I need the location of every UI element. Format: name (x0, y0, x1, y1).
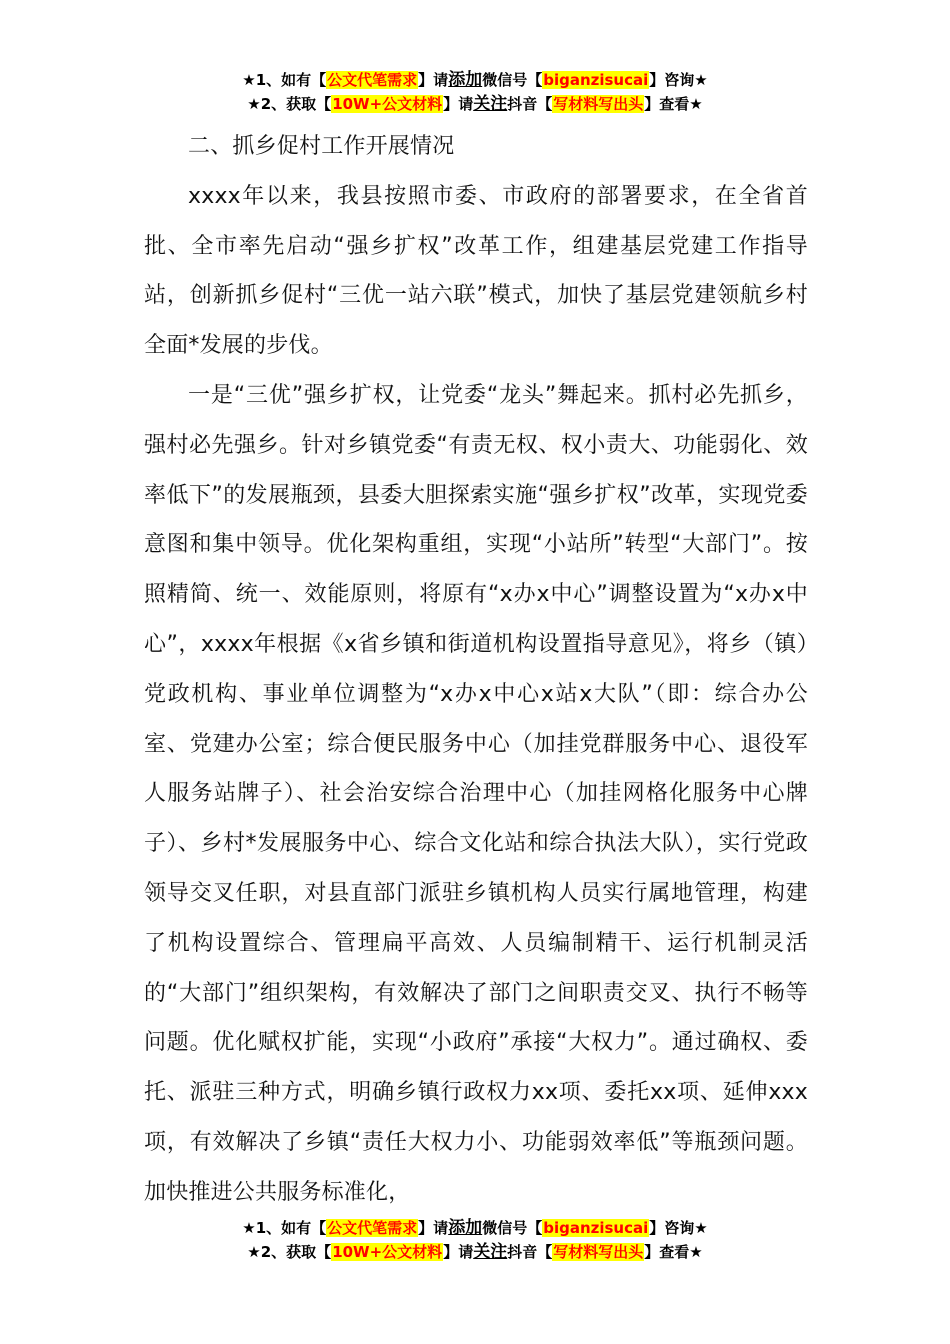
promo-line-1 (0, 1216, 950, 1240)
wechat-id-highlight: biganzisucai (543, 71, 649, 89)
promo-text: ★2、获取【 (247, 1243, 332, 1261)
promo-text: 】请 (418, 71, 449, 89)
promo-text: 抖音【 (507, 95, 553, 113)
header-promo-banner (0, 68, 950, 116)
promo-line-2 (0, 1240, 950, 1264)
promo-text: 抖音【 (507, 1243, 553, 1261)
douyin-id-highlight: 写材料写出头 (553, 95, 644, 113)
promo-text: 】咨询★ (649, 71, 708, 89)
promo-text: 】查看★ (644, 95, 703, 113)
promo-highlight: 公文代笔需求 (327, 1219, 418, 1237)
wechat-id-highlight: biganzisucai (543, 1219, 649, 1237)
promo-text: 】请 (443, 1243, 474, 1261)
promo-text: 】查看★ (644, 1243, 703, 1261)
promo-line-1 (0, 68, 950, 92)
paragraph-three-advantages: 一是“三优”强乡扩权，让党委“龙头”舞起来。抓村必先抓乡，强村必先强乡。针对乡镇党委“有责无权、权小责大、功能弱化、效率低下”的发展瓶颈，县委大胆探索实施“强乡扩权”改革，实现党委意图和集中领导。优化架构重组，实现“小站所”转型“大部门”。按照精简、统一、效能原则，将原有“x办x中心”调整设置为“x办x中心”，xxxx年根据《x省乡镇和街道机构设置指导意见》，将乡（镇）党政机构、事业单位调整为“x办x中心x站x大队”（即：综合办公室、党建办公室；综合便民服务中心（加挂党群服务中心、退役军人服务站牌子）、社会治安综合治理中心（加挂网格化服务中心牌子）、乡村*发展服务中心、综合文化站和综合执法大队），实行党政领导交叉任职，对县直部门派驻乡镇机构人员实行属地管理，构建了机构设置综合、管理扁平高效、人员编制精干、运行机制灵活的“大部门”组织架构，有效解决了部门之间职责交叉、执行不畅等问题。优化赋权扩能，实现“小政府”承接“大权力”。通过确权、委托、派驻三种方式，明确乡镇行政权力xx项、委托xx项、延伸xxx项，有效解决了乡镇“责任大权力小、功能弱效率低”等瓶颈问题。加快推进公共服务标准化， (144, 382, 808, 1205)
promo-text: 微信号【 (482, 1219, 543, 1237)
promo-text: ★1、如有【 (242, 71, 327, 89)
promo-emphasis: 关注 (473, 1242, 508, 1262)
paragraph-intro: xxxx年以来，我县按照市委、市政府的部署要求，在全省首批、全市率先启动“强乡扩权”改革工作，组建基层党建工作指导站，创新抓乡促村“三优一站六联”模式，加快了基层党建领航乡村全面*发展的步伐。 (144, 183, 808, 359)
promo-highlight: 10W+公文材料 (332, 1243, 443, 1261)
promo-text: 】请 (418, 1219, 449, 1237)
document-body (144, 122, 808, 1218)
promo-text: 】咨询★ (649, 1219, 708, 1237)
promo-emphasis: 添加 (448, 70, 483, 90)
promo-text: ★2、获取【 (247, 95, 332, 113)
douyin-id-highlight: 写材料写出头 (553, 1243, 644, 1261)
promo-highlight: 10W+公文材料 (332, 95, 443, 113)
promo-text: 】请 (443, 95, 474, 113)
promo-text: ★1、如有【 (242, 1219, 327, 1237)
promo-emphasis: 关注 (473, 94, 508, 114)
promo-text: 微信号【 (482, 71, 543, 89)
promo-line-2 (0, 92, 950, 116)
footer-promo-banner (0, 1216, 950, 1264)
promo-highlight: 公文代笔需求 (327, 71, 418, 89)
promo-emphasis: 添加 (448, 1218, 483, 1238)
section-heading: 二、抓乡促村工作开展情况 (188, 134, 455, 159)
